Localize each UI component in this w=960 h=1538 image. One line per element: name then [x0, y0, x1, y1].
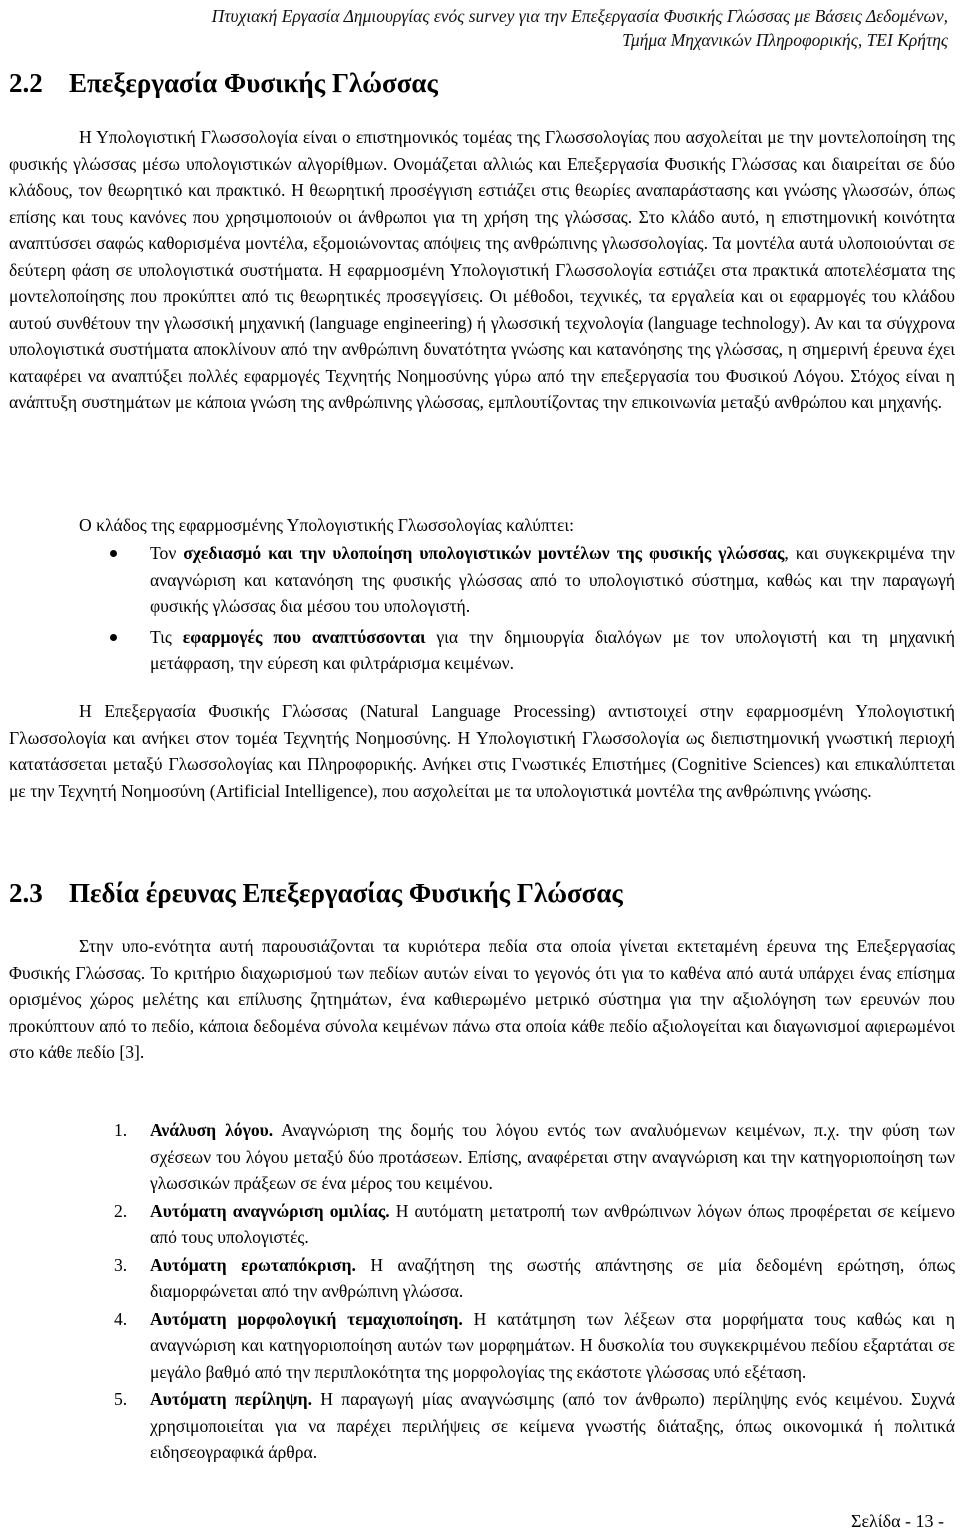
item-text: Αναγνώριση της δομής του λόγου εντός των αναλυόμενων κειμένων, π.χ. την φύση των σχέσεων του λόγου μεταξύ δύο προτάσεων. Επίσης, αναφέρεται στην αναγνώριση και την κατηγοριοποίηση των γλωσσικών πράξεων σε ένα μέρος του κειμένου.: [150, 1120, 956, 1193]
item-number: 5.: [114, 1389, 128, 1409]
item-bold: σχεδιασμό και την υλοποίηση υπολογιστικών μοντέλων της φυσικής γλώσσας: [183, 543, 785, 563]
item-bold: Αυτόματη μορφολογική τεμαχιοποίηση.: [150, 1308, 463, 1329]
item-bold: Αυτόματη αναγνώριση ομιλίας.: [150, 1200, 390, 1221]
body-paragraph: Η Επεξεργασία Φυσικής Γλώσσας (Natural Language Processing) αντιστοιχεί στην εφαρμοσμένη Υπολογιστική Γλωσσολογία και ανήκει στον τομέα Τεχνητής Νοημοσύνης. Η Υπολογιστική Γλωσσολογία ως διεπιστημονική γνωστική περιοχή κατατάσσεται μεταξύ Γλωσσολογίας και Πληροφορικής. Ανήκει στις Γνωστικές Επιστήμες (Cognitive Sciences) και επικαλύπτεται με την Τεχνητή Νοημοσύνη (Artificial Intelligence), που ασχολείται με τα υπολογιστικά μοντέλα της ανθρώπινης γνώσης.: [9, 701, 955, 801]
bullet-dot-icon: [110, 550, 117, 557]
item-number: 2.: [114, 1200, 128, 1221]
item-number: 4.: [114, 1308, 128, 1329]
numbered-list: [0, 1117, 955, 1467]
item-text: , και συγκεκριμένα την αναγνώριση και κατανόηση της φυσικής γλώσσας από το υπολογιστικό σύστημα, καθώς και την παραγωγή φυσικής γλώσσας δια μέσου του υπολογιστή.: [150, 543, 955, 616]
running-header: [8, 4, 948, 52]
section-heading-2-3: [9, 876, 623, 910]
list-item: [0, 1386, 955, 1466]
item-text: για την δημιουργία διαλόγων με τον υπολογιστή και τη μηχανική μετάφραση, την εύρεση και φιλτράρισμα κειμένων.: [150, 626, 955, 673]
bullet-dot-icon: [110, 634, 117, 641]
item-bold: Αυτόματη περίληψη.: [150, 1389, 313, 1409]
section-title: Επεξεργασία Φυσικής Γλώσσας: [69, 68, 438, 98]
item-bold: Ανάλυση λόγου.: [150, 1120, 274, 1140]
item-bold: Αυτόματη ερωταπόκριση.: [150, 1254, 356, 1275]
body-paragraph: Η Υπολογιστική Γλωσσολογία είναι ο επιστημονικός τομέας της Γλωσσολογίας που ασχολείται με την μοντελοποίηση της φυσικής γλώσσας μέσω υπολογιστικών αλγορίθμων. Ονομάζεται αλλιώς και Επεξεργασία Φυσικής Γλώσσας και διαιρείται σε δύο κλάδους, τον θεωρητικό και πρακτικό. Η θεωρητική προσέγγιση εστιάζει στις θεωρίες αναπαράστασης και γνώσης γλωσσών, όπως επίσης και τους κανόνες που χρησιμοποιούν οι άνθρωποι για τη χρήση της γλώσσας. Στο κλάδο αυτό, η επιστημονική κοινότητα αναπτύσσει σαφώς καθορισμένα μοντέλα, εξομοιώνοντας απόψεις της ανθρώπινης γλωσσολογίας. Τα μοντέλα αυτά υλοποιούνται σε δεύτερη φάση σε υπολογιστικά συστήματα. Η εφαρμοσμένη Υπολογιστική Γλωσσολογία εστιάζει στα πρακτικά αποτελέσματα της μοντελοποίησης που προκύπτει από τις θεωρητικές προσεγγίσεις. Οι μέθοδοι, τεχνικές, τα εργαλεία και οι εφαρμογές του κλάδου αυτού συνθέτουν την γλωσσική μηχανική (language engineering) ή γλωσσική τεχνολογία (language technology). Αν και τα σύγχρονα υπολογιστικά συστήματα αποκλίνουν από την ανθρώπινη δυνατότητα γνώσης και κατανόησης της γλώσσας, η σημερινή έρευνα έχει καταφέρει να αναπτύξει πολλές εφαρμογές Τεχνητής Νοημοσύνης γύρω από την επεξεργασία του Φυσικού Λόγου. Στόχος είναι η ανάπτυξη συστημάτων με κάποια γνώση της ανθρώπινης γλώσσας, εμπλουτίζοντας την επικοινωνία μεταξύ ανθρώπου και μηχανής.: [9, 127, 955, 412]
section-number: 2.2: [9, 68, 43, 98]
section-number: 2.3: [9, 878, 43, 908]
list-item: [0, 1198, 955, 1251]
body-paragraph: Στην υπο-ενότητα αυτή παρουσιάζονται τα κυριότερα πεδία στα οποία γίνεται εκτεταμένη έρευνα της Επεξεργασίας Φυσικής Γλώσσας. Το κριτήριο διαχωρισμού των πεδίων αυτών είναι το γεγονός ότι για το καθένα από αυτά υπάρχει ένας επίσημα ορισμένος χώρος μελέτης και επίλυσης ζητημάτων, ένα καθιερωμένο μετρικό σύστημα για την αξιολόγηση των ερευνών που προκύπτουν από το πεδίο, κάποια δεδομένα σύνολα κειμένων πάνω στα οποία κάθε πεδίο αξιολογείται και διαγωνισμοί αφιερωμένοι στο κάθε πεδίο [3].: [9, 936, 955, 1062]
item-text: Η αναζήτηση της σωστής απάντησης σε μία δεδομένη ερώτηση, όπως διαμορφώνεται από την ανθρώπινη γλώσσα.: [150, 1254, 955, 1301]
bullet-list: [0, 540, 955, 681]
item-text: Η αυτόματη μετατροπή των ανθρώπινων λόγων όπως προφέρεται σε κείμενο από τους υπολογιστές.: [150, 1200, 956, 1247]
list-item: [0, 1306, 955, 1386]
list-intro: Ο κλάδος της εφαρμοσμένης Υπολογιστικής Γλωσσολογίας καλύπτει:: [79, 515, 574, 535]
item-text: Η κατάτμηση των λέξεων στα μορφήματα τους καθώς και η αναγνώριση και κατηγοριοποίηση αυτών των μορφημάτων. Η δυσκολία του συγκεκριμένου πεδίου εξαρτάται σε μεγάλο βαθμό από την περιπλοκότητα της μορφολογίας της εκάστοτε γλώσσας υπό εξέταση.: [150, 1308, 955, 1382]
item-number: 1.: [114, 1120, 128, 1140]
item-prefix: Τις: [150, 626, 183, 647]
header-line-1: Πτυχιακή Εργασία Δημιουργίας ενός survey για την Επεξεργασία Φυσικής Γλώσσας με Βάσεις Δεδομένων,: [211, 6, 948, 26]
item-prefix: Τον: [150, 543, 184, 563]
page-number: Σελίδα - 13 -: [850, 1511, 944, 1531]
list-item: [0, 624, 955, 677]
list-item: [0, 540, 955, 620]
item-number: 3.: [114, 1254, 128, 1275]
header-line-2: Τμήμα Μηχανικών Πληροφορικής, ΤΕΙ Κρήτης: [622, 30, 948, 50]
section-heading-2-2: [9, 66, 438, 100]
list-item: [0, 1252, 955, 1305]
item-bold: εφαρμογές που αναπτύσσονται: [182, 626, 426, 647]
section-title: Πεδία έρευνας Επεξεργασίας Φυσικής Γλώσσας: [69, 878, 623, 908]
item-text: Η παραγωγή μίας αναγνώσιμης (από τον άνθρωπο) περίληψης ενός κειμένου. Συχνά χρησιμοποιείται για να παρέχει περιλήψεις σε κείμενα γνωστής διάταξης, όπως οικονομικά ή πολιτικά ειδησεογραφικά άρθρα.: [150, 1389, 955, 1462]
list-item: [0, 1117, 955, 1197]
